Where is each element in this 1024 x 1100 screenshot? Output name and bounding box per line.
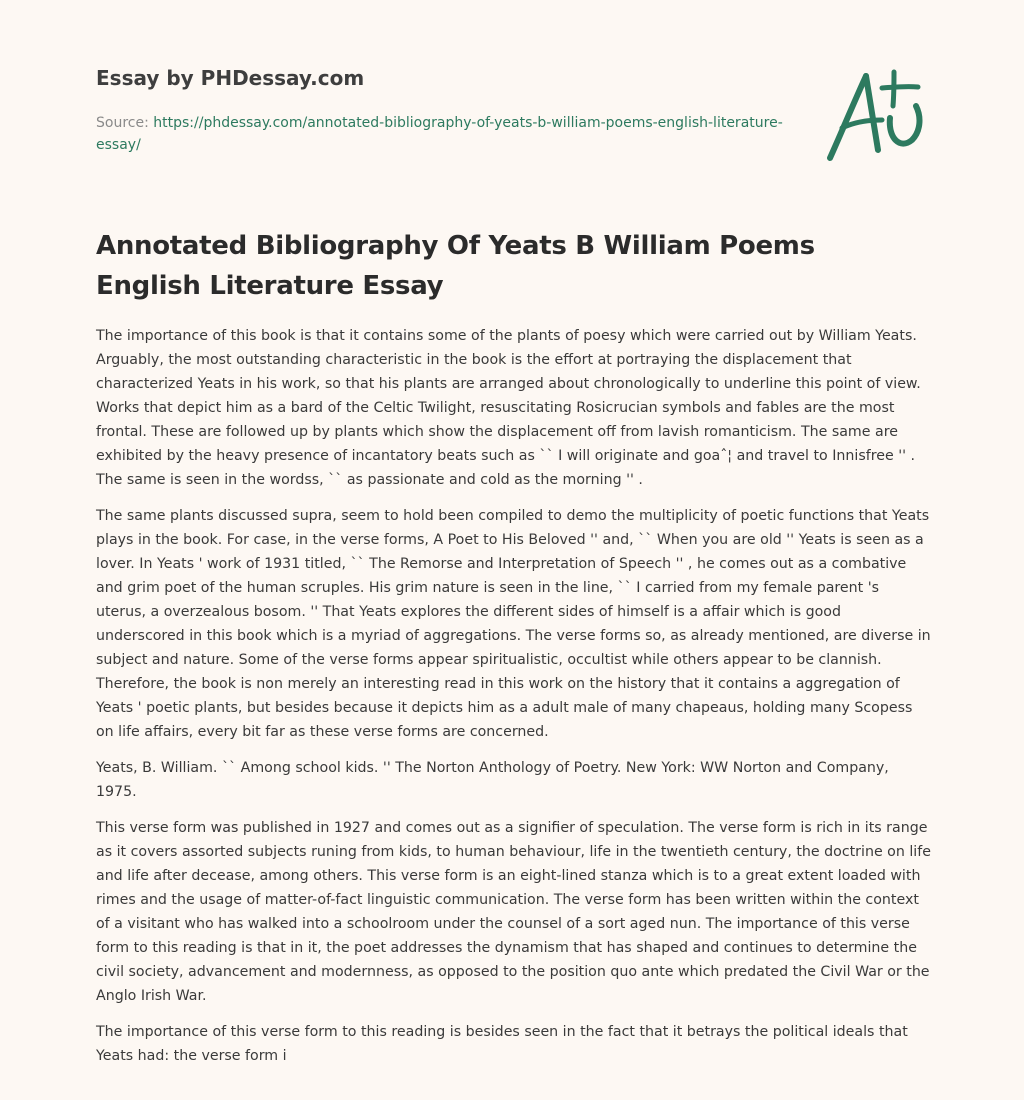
article-title: Annotated Bibliography Of Yeats B William Poems English Literature Essay: [96, 231, 815, 301]
citation: Yeats, B. William. `` Among school kids. '' The Norton Anthology of Poetry. New York: WW Norton and Company, 1975.: [96, 760, 889, 800]
article-body: [96, 324, 932, 1080]
paragraph: The importance of this book is that it contains some of the plants of poesy which were carried out by William Yeats. Arguably, the most outstanding characteristic in the book is the effort at portraying the displacement that characterized Yeats in his work, so that his plants are arranged about chronologically to underline this point of view. Works that depict him as a bard of the Celtic Twilight, resuscitating Rosicrucian symbols and fables are the most frontal. These are followed up by plants which show the displacement off from lavish romanticism. The same are exhibited by the heavy presence of incantatory beats such as `` I will originate and goaˆ¦ and travel to Innisfree '' . The same is seen in the wordss, `` as passionate and cold as the morning '' .: [96, 328, 921, 488]
paragraph: This verse form was published in 1927 and comes out as a signifier of speculation. The verse form is rich in its range as it covers assorted subjects runing from kids, to human behaviour, life in the twentieth century, the doctrine on life and life after decease, among others. This verse form is an eight-lined stanza which is to a great extent loaded with rimes and the usage of matter-of-fact linguistic communication. The verse form has been written within the context of a visitant who has walked into a schoolroom under the counsel of a sort aged nun. The importance of this verse form to this reading is that in it, the poet addresses the dynamism that has shaped and continues to determine the civil society, advancement and modernness, as opposed to the position quo ante which predated the Civil War or the Anglo Irish War.: [96, 820, 931, 1004]
source-line: [96, 112, 796, 156]
header: [96, 64, 796, 156]
site-title: Essay by PHDessay.com: [96, 66, 365, 90]
paragraph: The same plants discussed supra, seem to hold been compiled to demo the multiplicity of poetic functions that Yeats plays in the book. For case, in the verse forms, A Poet to His Beloved '' and, `` When you are old '' Yeats is seen as a lover. In Yeats ' work of 1931 titled, `` The Remorse and Interpretation of Speech '' , he comes out as a combative and grim poet of the human scruples. His grim nature is seen in the line, `` I carried from my female parent 's uterus, a overzealous bosom. '' That Yeats explores the different sides of himself is a affair which is good underscored in this book which is a myriad of aggregations. The verse forms so, as already mentioned, are diverse in subject and nature. Some of the verse forms appear spiritualistic, occultist while others appear to be clannish. Therefore, the book is non merely an interesting read in this work on the history that it contains a aggregation of Yeats ' poetic plants, but besides because it depicts him as a adult male of many chapeaus, holding many Scopess on life affairs, every bit far as these verse forms are concerned.: [96, 508, 931, 740]
a-plus-logo-icon: [820, 66, 930, 166]
source-label: Source:: [96, 115, 149, 131]
paragraph: The importance of this verse form to this reading is besides seen in the fact that it betrays the political ideals that Yeats had: the verse form i: [96, 1024, 908, 1064]
source-link[interactable]: https://phdessay.com/annotated-bibliography-of-yeats-b-william-poems-english-literature-essay/: [96, 115, 783, 153]
